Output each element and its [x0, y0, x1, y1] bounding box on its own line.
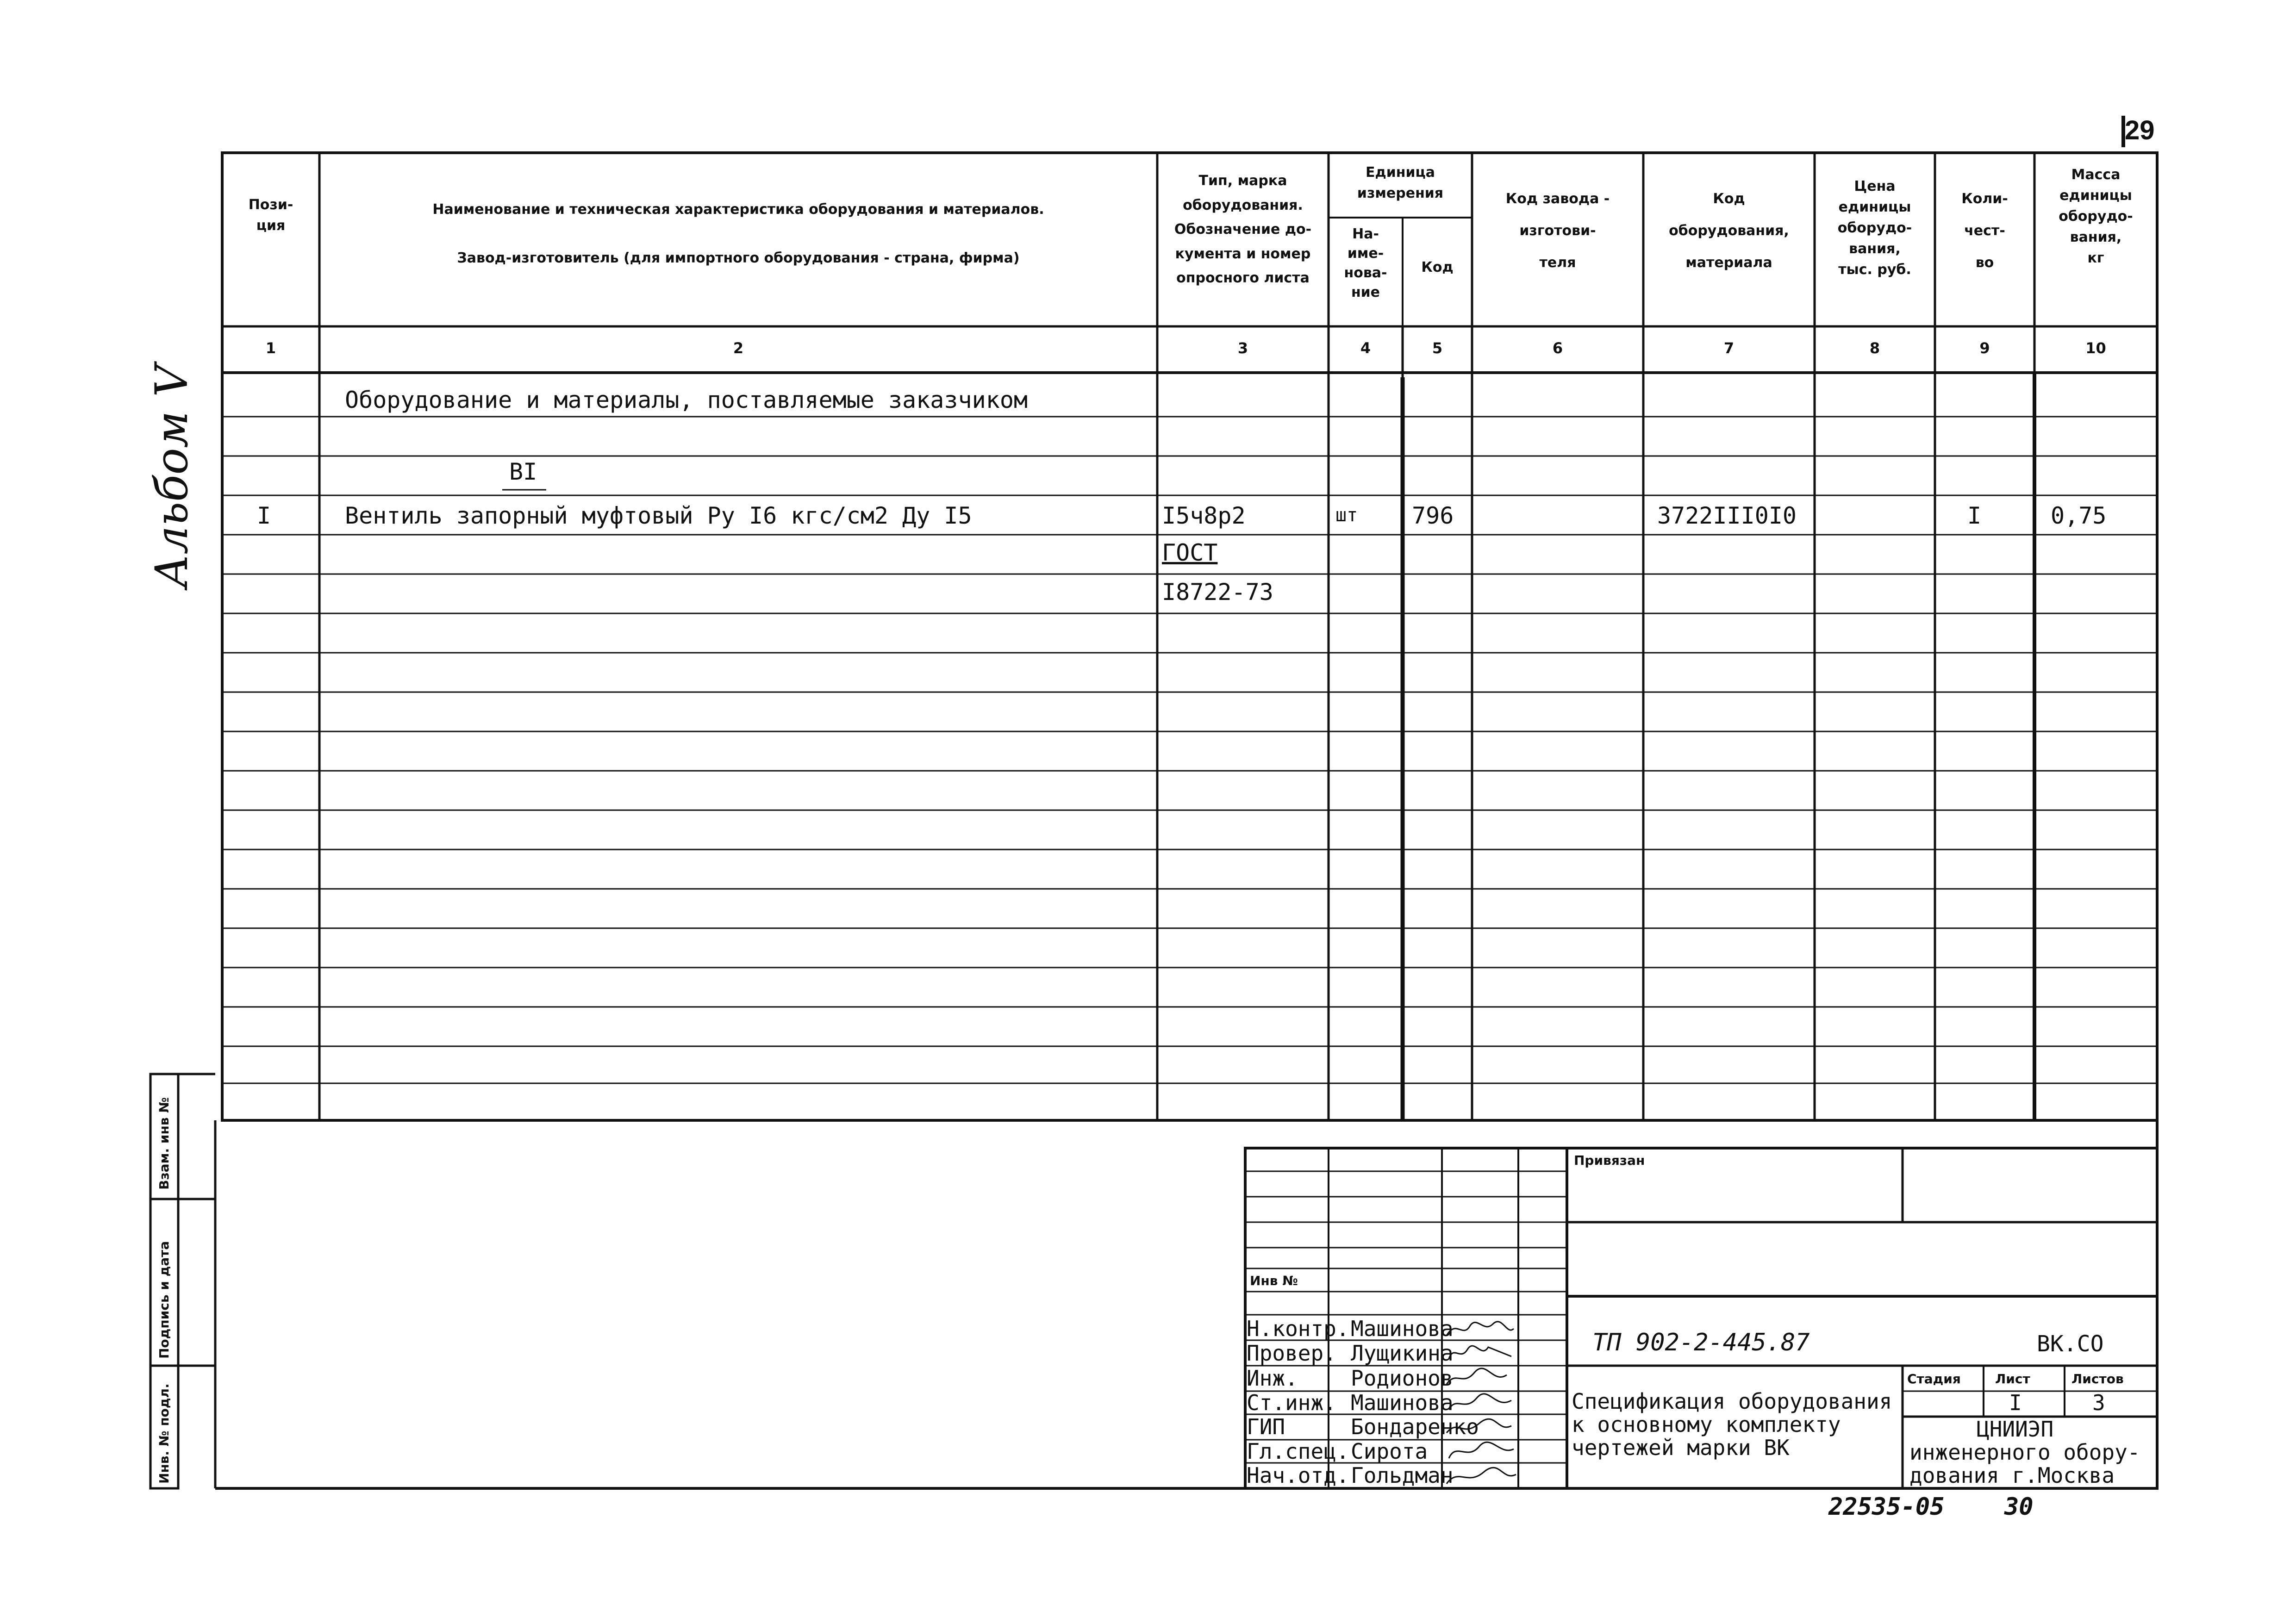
- role-1: Н.контр.: [1247, 1316, 1349, 1341]
- header-unit-price: Цена единицы оборудо- вания, тыс. руб.: [1837, 178, 1912, 278]
- album-label: Альбом V: [146, 365, 198, 588]
- header-manufacturer-code: Код завода - изготови- теля: [1505, 191, 1610, 271]
- item-name: Вентиль запорный муфтовый Ру I6 кгс/см2 Ду I5: [345, 502, 972, 529]
- role-3: Инж.: [1247, 1366, 1298, 1391]
- margin-signature-date: Подпись и дата: [156, 1241, 172, 1359]
- sheet-label: Лист: [1995, 1371, 2030, 1387]
- column-number-4: 4: [1360, 339, 1371, 357]
- name-1: Машинова: [1351, 1316, 1454, 1341]
- header-position: Пози- ция: [248, 197, 293, 234]
- name-7: Гольдман: [1351, 1463, 1454, 1488]
- column-number-1: 1: [265, 339, 276, 357]
- linked-label: Привязан: [1574, 1153, 1645, 1168]
- role-2: Провер.: [1247, 1341, 1336, 1366]
- document-title-line1: Спецификация оборудования: [1572, 1389, 1892, 1414]
- org-line1: ЦНИИЭП: [1977, 1417, 2054, 1442]
- item-unit-name: шт: [1335, 505, 1358, 526]
- column-number-8: 8: [1869, 339, 1880, 357]
- role-6: Гл.спец.: [1247, 1439, 1349, 1464]
- header-name-line2: Завод-изготовитель (для импортного оборудования - страна, фирма): [457, 250, 1020, 266]
- sheet-value: I: [2009, 1390, 2022, 1415]
- header-unit-name: На- име- нова- ние: [1344, 226, 1387, 300]
- item-equipment-code: 3722III0I0: [1657, 502, 1797, 529]
- document-title-line3: чертежей марки ВК: [1572, 1435, 1790, 1460]
- column-number-9: 9: [1979, 339, 1990, 357]
- item-standard-number: I8722-73: [1162, 579, 1273, 606]
- header-equipment-code: Код оборудования, материала: [1669, 191, 1789, 271]
- archive-number: 22535-05: [1828, 1493, 1945, 1521]
- sheets-label: Листов: [2071, 1371, 2124, 1387]
- item-standard: ГОСТ: [1162, 539, 1218, 566]
- inv-label: Инв №: [1250, 1273, 1298, 1288]
- role-4: Ст.инж.: [1247, 1390, 1336, 1415]
- signatures-image: [1442, 1315, 1518, 1488]
- project-code: ТП 902-2-445.87: [1592, 1329, 1810, 1356]
- org-line2: инженерного обору-: [1909, 1440, 2140, 1465]
- header-type: Тип, марка оборудования. Обозначение до- кумента и номер опросного листа: [1174, 173, 1312, 286]
- header-unit-code: Код: [1421, 259, 1454, 275]
- column-number-10: 10: [2085, 339, 2106, 357]
- header-name-line1: Наименование и техническая характеристика оборудования и материалов.: [432, 201, 1044, 218]
- stage-label: Стадия: [1907, 1371, 1961, 1387]
- group-code: BI: [509, 458, 537, 485]
- column-number-7: 7: [1723, 339, 1734, 357]
- name-6: Сирота: [1351, 1439, 1428, 1464]
- header-unit-mass: Масса единицы оборудо- вания, кг: [2059, 167, 2133, 266]
- role-5: ГИП: [1247, 1414, 1285, 1439]
- sheets-value: 3: [2092, 1390, 2105, 1415]
- item-quantity: I: [1967, 502, 1982, 529]
- column-number-6: 6: [1552, 339, 1563, 357]
- item-type: I5ч8р2: [1162, 502, 1246, 529]
- margin-inv-original: Инв. № подл.: [156, 1383, 172, 1484]
- item-mass: 0,75: [2051, 502, 2107, 529]
- item-unit-code: 796: [1412, 502, 1454, 529]
- header-quantity: Коли- чест- во: [1961, 191, 2008, 271]
- name-3: Родионов: [1351, 1366, 1454, 1391]
- header-unit-group: Единица измерения: [1357, 164, 1444, 201]
- section-title: Оборудование и материалы, поставляемые заказчиком: [345, 387, 1028, 413]
- margin-inv-replace: Взам. инв №: [156, 1097, 172, 1190]
- column-number-3: 3: [1237, 339, 1248, 357]
- name-2: Лущикина: [1351, 1341, 1454, 1366]
- document-mark: ВК.СО: [2037, 1331, 2104, 1357]
- document-title-line2: к основному комплекту: [1572, 1412, 1841, 1437]
- name-5: Бондаренко: [1351, 1414, 1479, 1439]
- column-number-2: 2: [733, 339, 744, 357]
- column-number-5: 5: [1432, 339, 1443, 357]
- sheet-number: 29: [2125, 115, 2155, 145]
- copy-number: 30: [2004, 1493, 2034, 1521]
- name-4: Машинова: [1351, 1390, 1454, 1415]
- role-7: Нач.отд.: [1247, 1463, 1349, 1488]
- org-line3: дования г.Москва: [1909, 1463, 2115, 1488]
- item-position: I: [257, 502, 271, 529]
